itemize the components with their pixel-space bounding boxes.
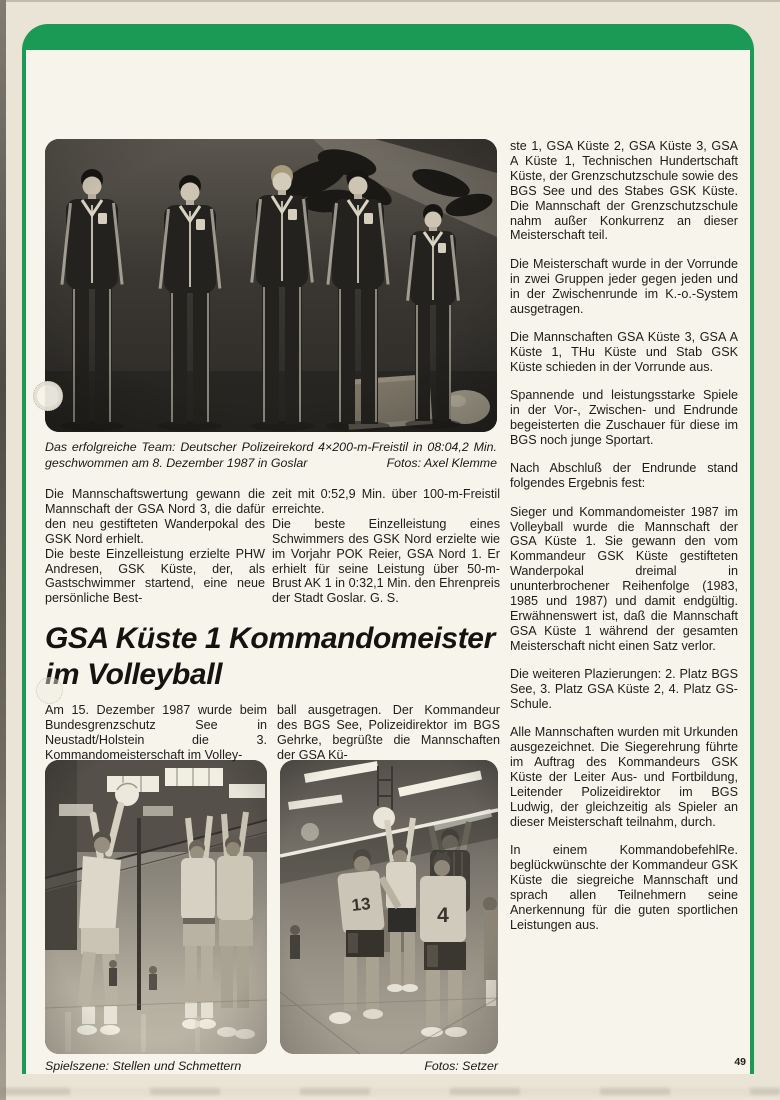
page-number: 49 xyxy=(734,1056,746,1068)
swim-article-column-1 xyxy=(45,487,265,606)
scan-edge-artifact xyxy=(0,1088,780,1095)
paragraph: Die beste Einzelleistung erzielte PHW Andresen, GSK Küste, der, als Gastschwimmer startend, eine neue persönliche Best- xyxy=(45,546,265,606)
headline-line: GSA Küste 1 Kommandomeister xyxy=(45,622,495,655)
volleyball-photos-caption xyxy=(45,1059,498,1075)
paragraph: ball ausgetragen. Der Kommandeur des BGS See, Polizeidirektor im BGS Gehrke, begrüßte die Mannschaften der GSA Kü- xyxy=(277,703,500,762)
paragraph: Re. In einem Kommandobefehl beglückwünschte der Kommandeur GSK Küste die siegreiche Mannschaft und sprach allen Teilnehmern seine Anerkennung für die guten sportlichen Leistungen aus. xyxy=(510,843,738,932)
team-photo-image xyxy=(45,139,497,432)
volleyball-photo-right xyxy=(280,760,498,1054)
paragraph: Alle Mannschaften wurden mit Urkunden ausgezeichnet. Die Siegerehrung führte im Auftrag des Kommandeurs GSK Küste der Leiter Aus- und Fortbildung, Leitender Polizeidirektor im BGS Ludwig, der gleichzeitig als Spieler an dieser Meisterschaft teilnahm, durch. xyxy=(510,725,738,829)
paragraph: Sieger und Kommandomeister 1987 im Volleyball wurde die Mannschaft der GSA Küste 1. Sie gewann den vom Kommandeur GSK Küste gestifteten Wanderpokal dreimal in ununterbrochener Reihenfolge (1983, 1985 und 1987) und damit endgültig. Erwähnenswert ist, daß die Mannschaft GSA Küste 1 während der gesamten Meisterschaft nicht einen Satz verlor. xyxy=(510,504,738,653)
paragraph: Die Mannschaften GSA Küste 3, GSA A Küste 1, THu Küste und Stab GSK Küste schieden in der Vorrunde aus. xyxy=(510,329,738,374)
volleyball-intro-column-2 xyxy=(277,703,500,763)
embossed-stamp xyxy=(33,381,63,411)
volleyball-photo-left-image xyxy=(45,760,267,1054)
caption-line: Das erfolgreiche Team: Deutscher Polizeirekord 4×200-m-Freistil in 08:04,2 Min. xyxy=(45,440,497,454)
paragraph: Die Mannschaftswertung gewann die Mannschaft der GSA Nord 3, die dafür den neu gestifteten Wanderpokal des GSK Nord erhielt. xyxy=(45,487,265,546)
photo-credit: Fotos: Setzer xyxy=(424,1059,498,1073)
author-initials: Re. xyxy=(718,843,738,858)
caption-line: geschwommen am 8. Dezember 1987 in Goslar xyxy=(45,455,308,470)
paragraph: ste 1, GSA Küste 2, GSA Küste 3, GSA A Küste 1, Technischen Hundertschaft Küste, der Grenzschutzschule sowie des BGS See und des Stabes GSK Küste. Die Mannschaft der Grenzschutzschule nahm außer Konkurrenz an dieser Meisterschaft teil. xyxy=(510,139,738,243)
volleyball-photo-right-image xyxy=(280,760,498,1054)
volleyball-photo-left xyxy=(45,760,267,1054)
paragraph: Die Meisterschaft wurde in der Vorrunde in zwei Gruppen jeder gegen jeden und in der Zwischenrunde im K.-o.-System ausgetragen. xyxy=(510,256,738,316)
scan-edge-artifact xyxy=(0,0,6,1100)
embossed-stamp xyxy=(36,677,63,704)
caption-line: Spielszene: Stellen und Schmettern xyxy=(45,1059,242,1073)
paragraph: Die beste Einzelleistung eines Schwimmers des GSK Nord erzielte wie im Vorjahr POK Reier, GSA Nord 1. Er erhielt für seine Leistung über 50-m-Brust AK 1 in 0:32,1 Min. den Ehrenpreis der Stadt Goslar. G. S. xyxy=(272,516,500,606)
photo-credit: Fotos: Axel Klemme xyxy=(386,455,497,470)
right-column xyxy=(510,139,738,933)
paragraph: Nach Abschluß der Endrunde stand folgendes Ergebnis fest: xyxy=(510,461,738,491)
paragraph: Die weiteren Plazierungen: 2. Platz BGS See, 3. Platz GSA Küste 2, 4. Platz GS-Schule. xyxy=(510,667,738,711)
paragraph: Am 15. Dezember 1987 wurde beim Bundesgrenzschutz See in Neustadt/Holstein die 3. Kommandomeisterschaft im Volley- xyxy=(45,703,267,762)
paragraph: Spannende und leistungsstarke Spiele in der Vor-, Zwischen- und Endrunde begeisterten die Zuschauer für diese im BGS noch junge Sportart. xyxy=(510,388,738,447)
article-headline xyxy=(45,621,523,693)
headline-line: im Volleyball xyxy=(45,658,223,691)
swim-article-column-2 xyxy=(272,487,500,606)
volleyball-intro-column-1 xyxy=(45,703,267,763)
paragraph: zeit mit 0:52,9 Min. über 100-m-Freistil erreichte. xyxy=(272,487,500,516)
team-photo-caption xyxy=(45,440,497,471)
scan-edge-artifact xyxy=(0,0,780,2)
team-photo xyxy=(45,139,497,432)
